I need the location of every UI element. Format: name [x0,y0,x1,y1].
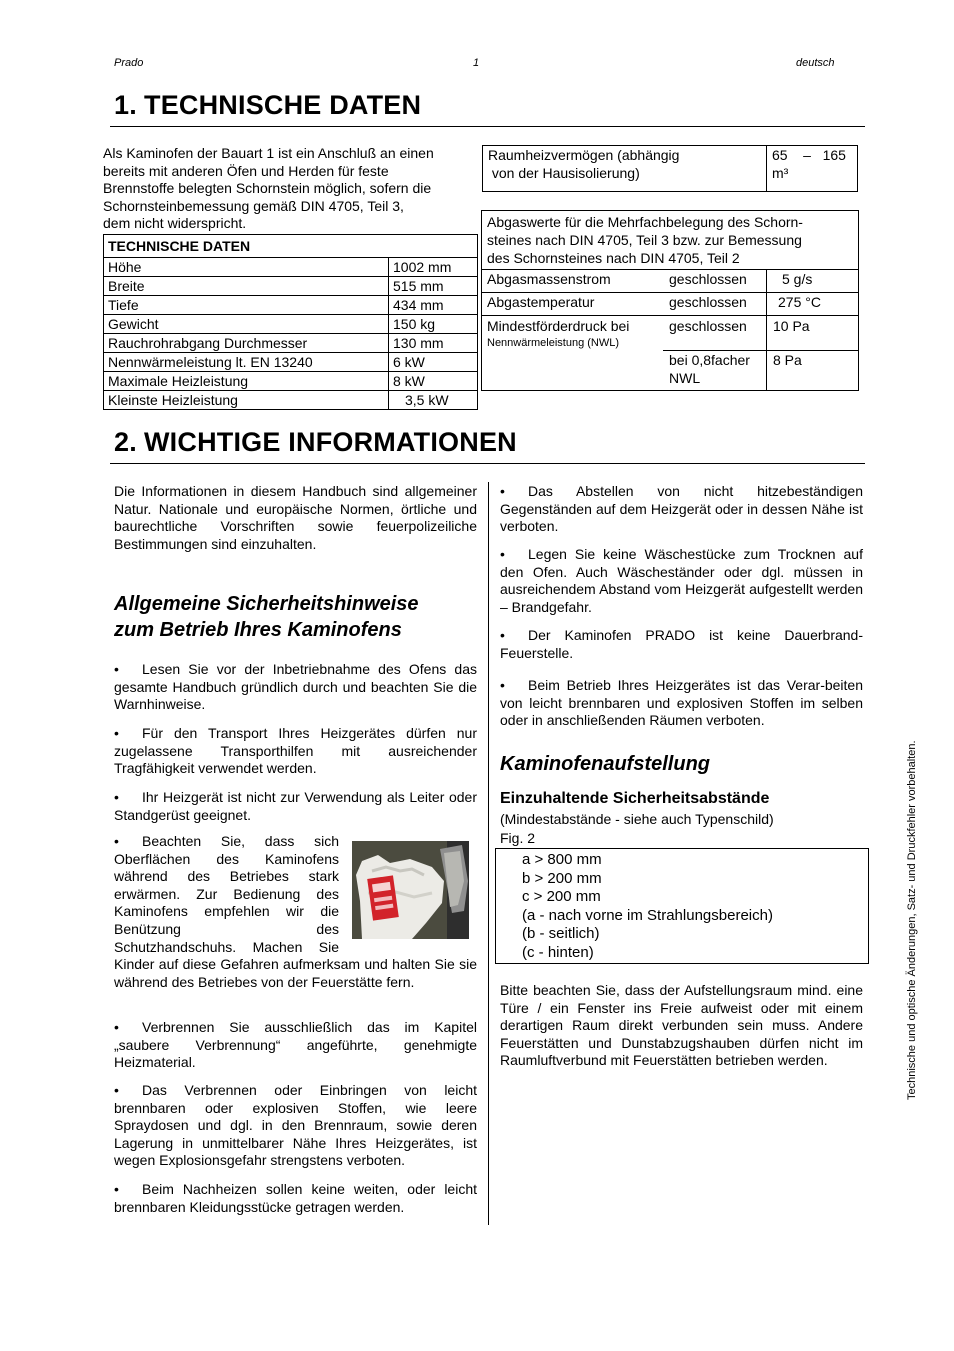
side-note: Technische und optische Änderungen, Satz- und Druckfehler vorbehalten. [906,740,918,1100]
list-item: • Beim Betrieb Ihres Heizgerätes ist das Verar-beiten von leicht brennbaren und explosiven Stoffen im selben oder in anschließenden Räumen verboten. [500,677,863,729]
list-item: • Lesen Sie vor der Inbetriebnahme des Ofens das gesamte Handbuch gründlich durch und beachten Sie die Warnhinweise. [114,661,477,713]
column-divider [488,482,489,1225]
intro-line: Brennstoffe belegten Schornstein möglich, sofern die [103,180,432,197]
technical-data-table [103,234,478,410]
exhaust-heading: Abgaswerte für die Mehrfachbelegung des Schorn- [487,214,803,230]
heating-capacity-box [482,145,858,192]
exhaust-condition: bei 0,8facher [669,352,750,368]
section2-heading [114,427,517,458]
exhaust-condition: NWL [669,370,701,386]
distances-box [495,848,869,964]
safety-heading-line: Allgemeine Sicherheitshinweise [114,593,419,615]
list-item: • Das Abstellen von nicht hitzebeständigen Gegenständen auf dem Heizgerät oder in dessen Nähe ist verboten. [500,483,863,535]
exhaust-heading: des Schornsteines nach DIN 4705, Teil 2 [487,250,740,266]
heating-label: Raumheizvermögen (abhängig [488,147,680,163]
bullet-icon: • [500,627,505,643]
intro-line: Schornsteinbemessung gemäß DIN 4705, Teil 3, [103,197,404,214]
exhaust-value: 8 Pa [773,352,802,368]
exhaust-values-table [481,210,859,391]
header-right: deutsch [796,57,835,69]
section1-number: 1. [114,90,137,120]
safety-heading-line: zum Betrieb Ihres Kaminofens [114,619,402,641]
bullet-icon: • [114,1181,119,1197]
safety-heading [114,591,484,643]
list-item: • Beim Nachheizen sollen keine weiten, oder leicht brennbaren Kleidungsstücke getragen werden. [114,1181,477,1215]
section2-title: WICHTIGE INFORMATIONEN [144,427,517,457]
glove-bullet-rest: Kinder auf diese Gefahren aufmerksam und halten Sie sie während des Betriebes von der Feuerstätte fern. [114,956,477,990]
bullet-icon: • [114,789,119,805]
placement-heading: Kaminofenaufstellung [500,753,711,775]
table-row: Rauchrohrabgang Durchmesser 130 mm [104,334,478,353]
header-left: Prado [114,57,144,69]
exhaust-value: 5 g/s [782,271,813,287]
section2-rule [110,463,865,464]
bullet-icon: • [114,833,119,849]
heating-value: 65 – 165 [772,147,846,163]
table-row: Höhe 1002 mm [104,258,478,277]
glove-icon [352,841,469,939]
list-item: • Verbrennen Sie ausschließlich das im Kapitel „saubere Verbrennung“ angeführte, genehmigte Heizmaterial. [114,1019,477,1071]
bullet-icon: • [500,483,505,499]
exhaust-sublabel: Nennwärmeleistung (NWL) [487,337,620,349]
intro-line: bereits mit anderen Öfen und Herden für feste [103,162,389,179]
exhaust-label: Mindestförderdruck bei [487,318,630,334]
list-item: • Für den Transport Ihres Heizgerätes dürfen nur zugelassene Transporthilfen mit ausreichender Tragfähigkeit verwendet werden. [114,725,477,777]
section1-title: TECHNISCHE DATEN [144,90,422,120]
divider [482,315,858,316]
bullet-icon: • [114,1019,119,1035]
divider [766,146,767,191]
exhaust-condition: geschlossen [669,294,747,310]
list-item: (b - seitlich) [522,925,600,942]
exhaust-value: 10 Pa [773,318,810,334]
closing-paragraph: Bitte beachten Sie, dass der Aufstellungsraum mind. eine Türe / ein Fenster ins Freie aufweist oder mit einem derartigen Raum direkt verbunden sein muss. Andere Feuerstätten und Dunstabzugshauben dürfen nicht im Raumluftverbund mit Feuerstätten betrieben werden. [500,982,863,1069]
distances-sub: (Mindestabstände - siehe auch Typenschild) [500,811,774,827]
exhaust-heading: steines nach DIN 4705, Teil 3 bzw. zur Bemessung [487,232,802,248]
heating-label: von der Hausisolierung) [488,165,640,181]
exhaust-label: Abgasmassenstrom [487,271,611,287]
bullet-icon: • [500,546,505,562]
page-number: 1 [473,57,480,69]
section2-intro: Die Informationen in diesem Handbuch sind allgemeiner Natur. Nationale und europäische Normen, örtliche und baurechtliche Vorschriften sowie feuerpolizeiliche Bestimmungen sind einzuhalten. [114,483,477,552]
section1-heading [114,90,421,121]
table-row: Maximale Heizleistung 8 kW [104,372,478,391]
distances-heading: Einzuhaltende Sicherheitsabstände [500,790,770,807]
table-row: Nennwärmeleistung lt. EN 13240 6 kW [104,353,478,372]
list-item: • Ihr Heizgerät ist nicht zur Verwendung als Leiter oder Standgerüst geeignet. [114,789,477,823]
table-row: Gewicht 150 kg [104,315,478,334]
distances-list [522,851,773,962]
list-item: • Das Verbrennen oder Einbringen von leicht brennbaren oder explosiven Stoffen, wie leere Spraydosen und dgl. in den Brennraum, sowie deren Lagerung in unmittelbarer Nähe Ihres Heizgerätes, ist wegen Explosionsgefahr strengstens verboten. [114,1082,477,1169]
bullet-icon: • [114,661,119,677]
divider [482,292,858,293]
divider [482,269,858,270]
bullet-icon: • [114,725,119,741]
table-row: Breite 515 mm [104,277,478,296]
intro-line: dem nicht widerspricht. [103,215,247,232]
bullet-icon: • [500,677,505,693]
list-item: • Der Kaminofen PRADO ist keine Dauerbrand-Feuerstelle. [500,627,863,661]
exhaust-value: 275 °C [778,294,821,310]
heating-unit: m³ [772,165,789,181]
table-row: Kleinste Heizleistung 3,5 kW [104,391,478,410]
section1-rule [110,126,865,127]
list-item: b > 200 mm [522,869,602,887]
intro-line: Als Kaminofen der Bauart 1 ist ein Anschluß an einen [103,145,434,161]
glove-photo [352,841,469,939]
divider [663,350,858,351]
list-item: (a - nach vorne im Strahlungsbereich) [522,906,773,924]
exhaust-condition: geschlossen [669,271,747,287]
table-row: Tiefe 434 mm [104,296,478,315]
bullet-icon: • [114,1082,119,1098]
list-item: a > 800 mm [522,851,602,868]
section2-number: 2. [114,427,137,457]
list-item: c > 200 mm [522,888,601,905]
list-item: (c - hinten) [522,943,594,961]
divider [766,269,767,390]
exhaust-label: Abgastemperatur [487,294,595,310]
list-item: • Legen Sie keine Wäschestücke zum Trocknen auf den Ofen. Auch Wäscheständer oder dgl. müssen in ausreichendem Abstand vom Heizgerät aufgestellt werden – Brandgefahr. [500,546,863,615]
technical-data-heading: TECHNISCHE DATEN [104,235,478,258]
fig-label: Fig. 2 [500,830,536,846]
section1-intro [103,145,483,233]
exhaust-condition: geschlossen [669,318,747,334]
glove-bullet: • Beachten Sie, dass sich Oberflächen des Kaminofens während des Betriebes stark erwärmen. Zur Bedienung des Kaminofens empfehlen wir die Benützung des Schutzhandschuhs. Machen Sie [114,833,339,955]
